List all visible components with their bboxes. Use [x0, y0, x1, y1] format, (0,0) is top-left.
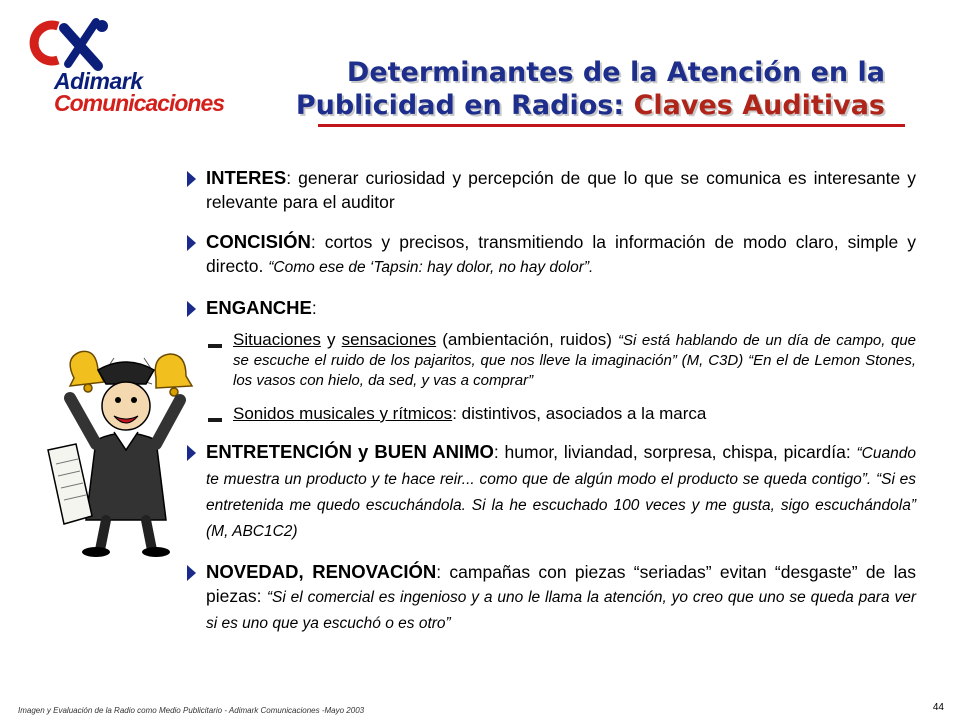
bullet-enganche [183, 296, 916, 320]
title-line2 [296, 89, 885, 122]
arrow-bullet-icon [187, 171, 196, 187]
bullet-head: NOVEDAD, RENOVACIÓN [206, 561, 437, 582]
arrow-bullet-icon [187, 235, 196, 251]
footer-source: Imagen y Evaluación de la Radio como Medio Publicitario - Adimark Comunicaciones -Mayo 2003 [18, 706, 365, 715]
title-line1: Determinantes de la Atención en la [346, 57, 885, 88]
bullet-text: : generar curiosidad y percepción de que lo que se comunica es interesante y relevante para el auditor [206, 168, 916, 212]
bullet-head: CONCISIÓN [206, 231, 311, 252]
adimark-logo-icon [28, 16, 118, 72]
sub-text: (ambientación, ruidos) [436, 330, 618, 349]
bullet-concision [183, 230, 916, 280]
sub-text: : distintivos, asociados a la marca [452, 404, 707, 423]
bullet-novedad [183, 560, 916, 636]
sub-underlined-term: Sonidos musicales y rítmicos [233, 404, 453, 423]
logo-brand-line2: Comunicaciones [54, 90, 225, 116]
sub-quote: “Si está hablando de un día de campo, que se escuche el ruido de los pajaritos, que nos lleve la imaginación” (M, C3D) “En el de Lemon Stones, los vasos con hielo, da sed, y vas a comprar” [233, 332, 917, 389]
sub-underlined-term: sensaciones [341, 330, 437, 349]
page-number: 44 [932, 702, 944, 713]
dash-bullet-icon [208, 344, 222, 348]
title-line2-accent: Claves Auditivas [633, 90, 885, 121]
page-title [296, 56, 885, 122]
sub-item-situaciones [183, 330, 916, 390]
bullet-head: ENGANCHE [206, 297, 312, 318]
arrow-bullet-icon [187, 565, 196, 581]
bullet-text: : humor, liviandad, sorpresa, chispa, picardía: [493, 442, 857, 462]
bullet-interes [183, 166, 916, 214]
bullet-text: : campañas con piezas “seriadas” evitan “desgaste” de las piezas: [206, 562, 916, 606]
title-line2-prefix: Publicidad en Radios: [295, 90, 634, 121]
adimark-logo [28, 16, 225, 116]
arrow-bullet-icon [187, 445, 196, 461]
bullet-text: : cortos y precisos, transmitiendo la información de modo claro, simple y directo. [206, 232, 916, 276]
bullet-head: INTERES [206, 167, 287, 188]
sub-item-sonidos [183, 404, 916, 424]
sub-underlined-term: Situaciones [233, 330, 321, 349]
dash-bullet-icon [208, 418, 222, 422]
arrow-bullet-icon [187, 301, 196, 317]
bullet-head: ENTRETENCIÓN y BUEN ANIMO [206, 441, 494, 462]
logo-brand-line1: Adimark [54, 68, 143, 94]
bullet-quote: “Como ese de ‘Tapsin: hay dolor, no hay dolor”. [268, 259, 594, 276]
title-underline-rule [318, 124, 905, 127]
content-list [183, 166, 916, 652]
bullet-quote: “Si el comercial es ingenioso y a uno le llama la atención, yo creo que uno se queda para ver si es uno que ya escuchó o es otro” [206, 589, 916, 632]
bullet-quote: “Cuando te muestra un producto y te hace reir... como que de algún modo el producto se queda contigo”. “Si es entretenida me quedo escuchándola. Si la he escuchado 100 veces y me gusta, sigo escuchándola” (M, ABC1C2) [206, 445, 916, 540]
sub-text: y [320, 330, 342, 349]
bullet-text: : [311, 298, 317, 318]
bullet-entretencion [183, 440, 916, 544]
